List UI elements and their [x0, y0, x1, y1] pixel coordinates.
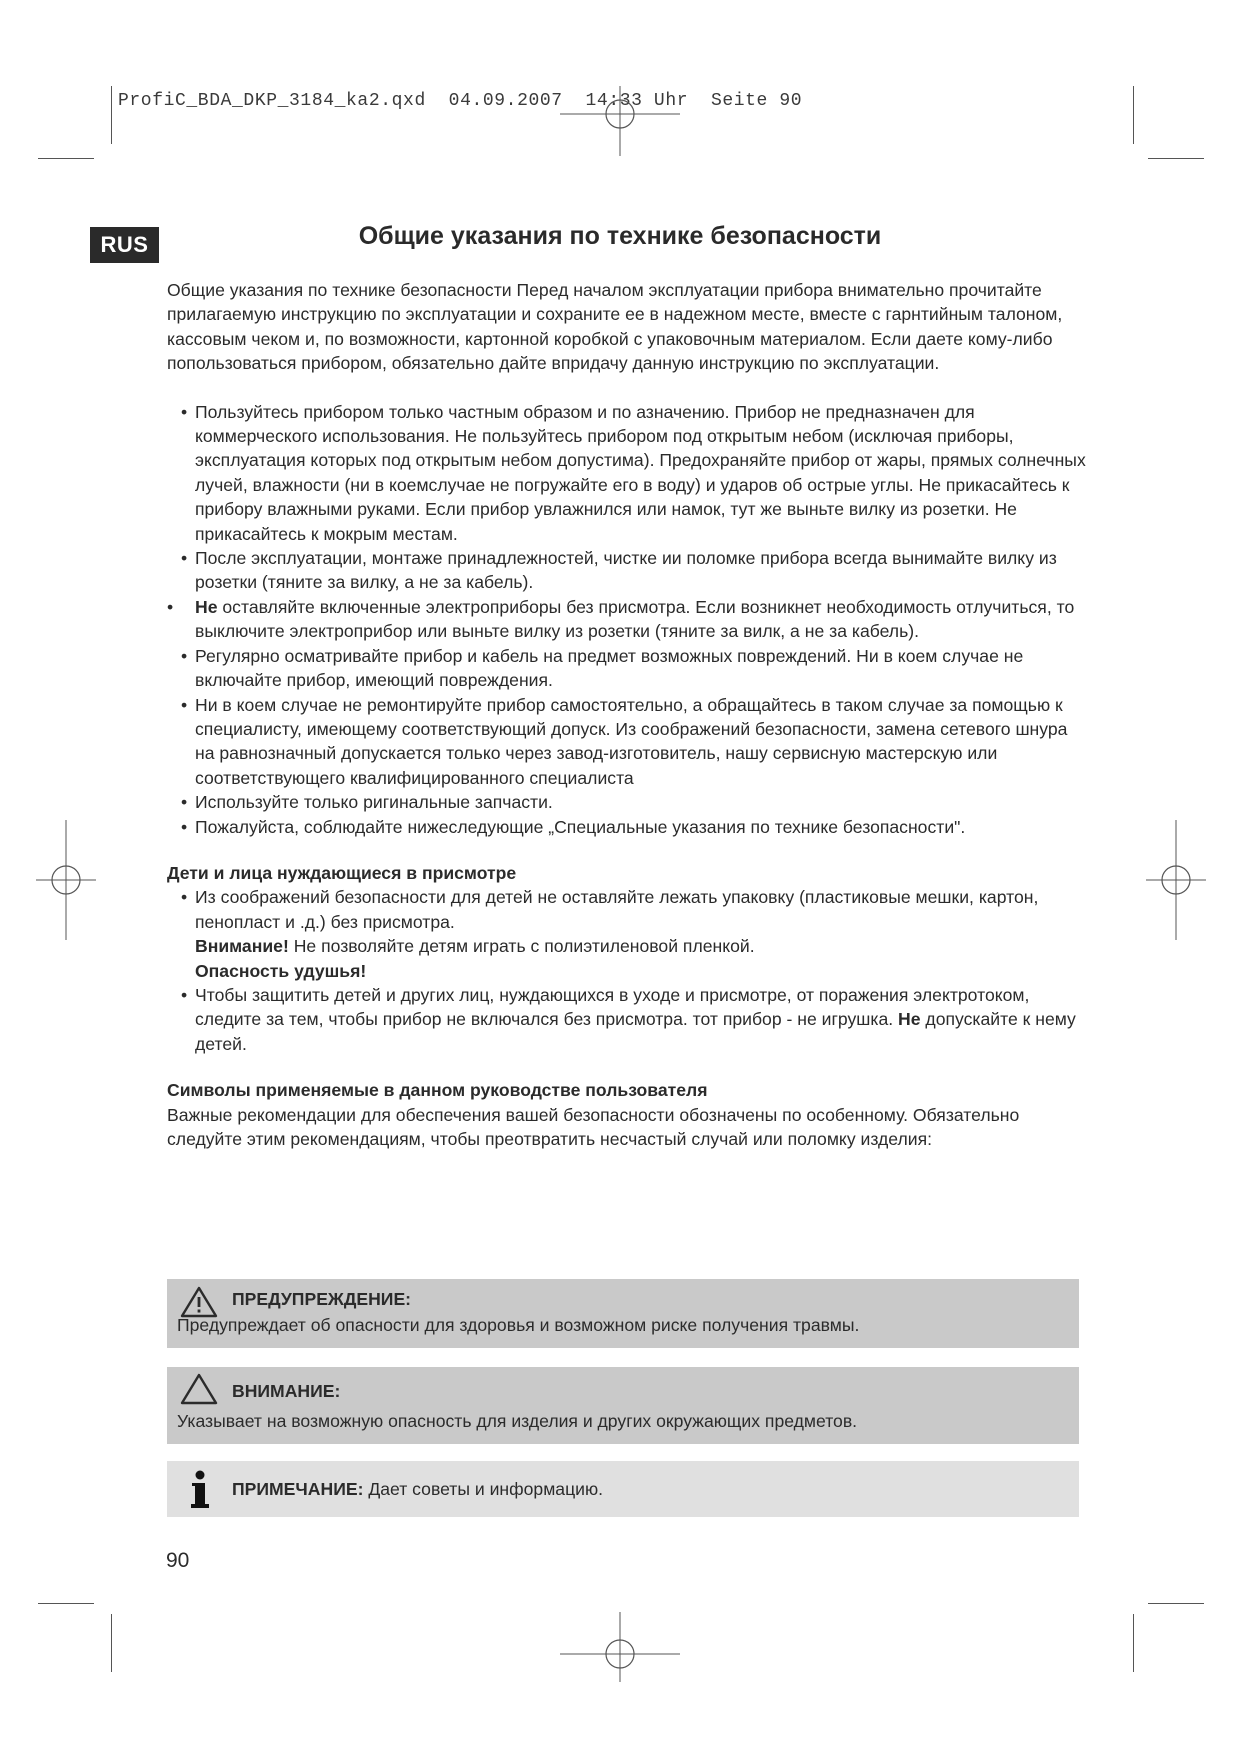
registration-mark-left-icon [36, 820, 96, 940]
registration-mark-right-icon [1146, 820, 1206, 940]
caution-triangle-icon [179, 1372, 219, 1406]
crop-mark [1133, 1614, 1134, 1672]
registration-mark-top-icon [560, 86, 680, 156]
header-file: ProfiC_BDA_DKP_3184_ka2.qxd [118, 91, 426, 111]
page-title: Общие указания по технике безопасности [358, 222, 882, 250]
crop-mark [38, 158, 94, 159]
registration-mark-bottom-icon [560, 1612, 680, 1682]
list-item: • После эксплуатации, монтаже принадлежностей, чистке ии поломке прибора всегда вынимайте вилку из розетки (тяните за вилку, а не за кабель). [181, 548, 1057, 593]
note-line [232, 1479, 603, 1500]
main-content [167, 278, 1087, 1151]
print-header [118, 91, 802, 111]
children-list-2 [167, 983, 1087, 1056]
page-number: 90 [166, 1549, 190, 1572]
language-tag: RUS [90, 227, 159, 263]
header-time: 14:33 Uhr [585, 91, 689, 111]
note-label: ПРИМЕЧАНИЕ: [232, 1479, 364, 1499]
children-list [167, 885, 1087, 934]
note-box [167, 1461, 1079, 1517]
crop-mark [38, 1603, 94, 1604]
danger-line: Опасность удушья! [195, 960, 367, 981]
note-text: Дает советы и информацию. [363, 1479, 604, 1499]
crop-mark [1133, 86, 1134, 144]
header-seite-num: 90 [779, 91, 803, 111]
symbols-heading: Символы применяемые в данном руководстве пользователя [167, 1080, 708, 1101]
list-item: • Не оставляйте включенные электроприборы без присмотра. Если возникнет необходимость отлучиться, то выключите электроприбор или выньте вилку из розетки (тяните за вилк, а не за кабель). [167, 596, 1075, 642]
attention-line: Внимание! Не позволяйте детям играть с полиэтиленовой пленкой. [195, 936, 755, 957]
warning-triangle-icon [179, 1285, 219, 1319]
header-date: 04.09.2007 [448, 91, 563, 111]
list-item: • Пользуйтесь прибором только частным образом и по азначению. Прибор не предназначен для коммерческого использования. Не пользуйтесь прибором под открытым небом (исключая приборы, эксплуатация которых под открытым небом допустима). Предохраняйте прибор от жары, прямых солнечных лучей, влажности (ни в коемслучае не погружайте его в воду) и ударов об острые углы. Не прикасайтесь к прибору влажными руками. Если прибор увлажнился или намок, тут же выньте вилку из розетки. Не прикасайтесь к мокрым местам. [181, 401, 1086, 544]
caution-text: Указывает на возможную опасность для изделия и других окружающих предметов. [177, 1411, 858, 1431]
warning-text: Предупреждает об опасности для здоровья и возможном риске получения травмы. [177, 1315, 860, 1335]
symbols-paragraph: Важные рекомендации для обеспечения вашей безопасности обозначены по особенному. Обязательно следуйте этим рекомендациям, чтобы преотвратить несчастый случай или поломку изделия: [167, 1104, 1020, 1149]
list-item: • Используйте только ригинальные запчасти. [181, 792, 553, 813]
warning-box [167, 1279, 1079, 1348]
crop-mark [1148, 158, 1204, 159]
caution-box [167, 1367, 1079, 1444]
crop-mark [111, 86, 112, 144]
warning-label: ПРЕДУПРЕЖДЕНИЕ: [232, 1289, 412, 1309]
safety-list [167, 400, 1087, 839]
children-heading: Дети и лица нуждающиеся в присмотре [167, 862, 517, 883]
crop-mark [111, 1614, 112, 1672]
intro-paragraph: Общие указания по технике безопасности Перед началом эксплуатации прибора внимательно прочитайте прилагаемую инструкцию по эксплуатации и сохраните ее в надежном месте, вместе с гарнтийным талоном, кассовым чеком и, по возможности, картонной коробкой с упаковочным материалом. Если даете кому-либо попользоваться прибором, обязательно дайте впридачу данную инструкцию по эксплуатации. [167, 280, 1063, 374]
list-item: • Чтобы защитить детей и других лиц, нуждающихся в уходе и присмотре, от поражения электротоком, следите за тем, чтобы прибор не включался без присмотра. тот прибор - не игрушка. Не допускайте к нему детей. [181, 984, 1076, 1054]
list-item: • Из соображений безопасности для детей не оставляйте лежать упаковку (пластиковые мешки, картон, пенопласт и .д.) без присмотра. [181, 887, 1039, 932]
list-item: • Ни в коем случае не ремонтируйте прибор самостоятельно, а обращайтесь в таком случае за помощью к специалисту, имеющему соответствующий допуск. Из соображений безопасности, замена сетевого шнура на равнозначный допускается только через завод-изготовитель, нашу сервисную мастерскую или соответствующего квалифицированного специалиста [181, 694, 1068, 788]
list-item: • Пожалуйста, соблюдайте нижеследующие „Специальные указания по технике безопасности". [181, 816, 966, 837]
list-item: • Регулярно осматривайте прибор и кабель на предмет возможных повреждений. Ни в коем случае не включайте прибор, имеющий повреждения. [181, 645, 1024, 691]
crop-mark [1148, 1603, 1204, 1604]
header-seite-label: Seite [710, 91, 768, 111]
info-icon [189, 1470, 211, 1510]
caution-label: ВНИМАНИЕ: [232, 1381, 341, 1401]
